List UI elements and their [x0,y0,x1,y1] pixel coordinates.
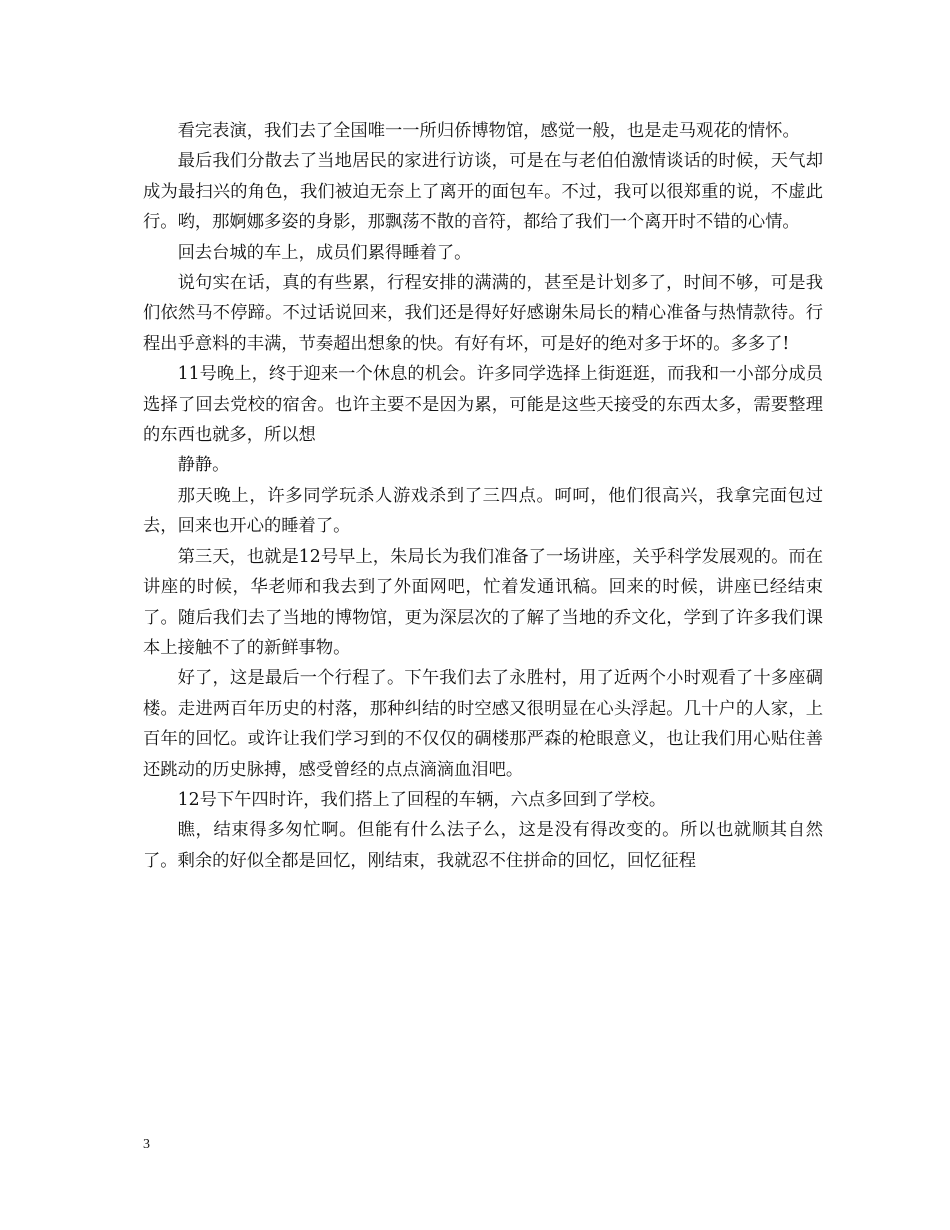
paragraph-11: 瞧，结束得多匆忙啊。但能有什么法子么，这是没有得改变的。所以也就顺其自然了。剩余的好似全都是回忆，刚结束，我就忍不住拼命的回忆，回忆征程 [143,820,823,871]
paragraph-9: 好了，这是最后一个行程了。下午我们去了永胜村，用了近两个小时观看了十多座碉楼。走进两百年历史的村落，那种纠结的时空感又很明显在心头浮起。几十户的人家，上百年的回忆。或许让我们学习到的不仅仅的碉楼那严森的枪眼意义，也让我们用心贴住善还跳动的历史脉搏，感受曾经的点点滴滴血泪吧。 [143,668,823,780]
paragraph-7: 那天晚上，许多同学玩杀人游戏杀到了三四点。呵呵，他们很高兴，我拿完面包过去，回来也开心的睡着了。 [143,485,823,537]
paragraph-1: 看完表演，我们去了全国唯一一所归侨博物馆，感觉一般，也是走马观花的情怀。 [177,121,800,141]
paragraph-4: 说句实在话，真的有些累，行程安排的满满的，甚至是计划多了，时间不够，可是我们依然马不停蹄。不过话说回来，我们还是得好好感谢朱局长的精心准备与热情款待。行程出乎意料的丰满，节奏超出想象的快。有好有坏，可是好的绝对多于坏的。多多了! [143,273,823,354]
page-number: 3 [143,1137,150,1152]
document-body [143,116,823,876]
paragraph-2: 最后我们分散去了当地居民的家进行访谈，可是在与老伯伯激情谈话的时候，天气却成为最扫兴的角色，我们被迫无奈上了离开的面包车。不过，我可以很郑重的说，不虚此行。哟，那婀娜多姿的身影，那飘荡不散的音符，都给了我们一个离开时不错的心情。 [143,151,823,233]
paragraph-8: 第三天，也就是12号早上，朱局长为我们准备了一场讲座，关乎科学发展观的。而在讲座的时候，华老师和我去到了外面网吧，忙着发通讯稿。回来的时候，讲座已经结束了。随后我们去了当地的博物馆，更为深层次的了解了当地的乔文化，学到了许多我们课本上接触不了的新鲜事物。 [143,546,823,658]
paragraph-6: 静静。 [177,455,230,476]
paragraph-3: 回去台城的车上，成员们累得睡着了。 [177,242,472,263]
paragraph-10: 12号下午四时许，我们搭上了回程的车辆，六点多回到了学校。 [177,789,667,810]
paragraph-5: 11号晚上，终于迎来一个休息的机会。许多同学选择上街逛逛，而我和一小部分成员选择了回去党校的宿舍。也许主要不是因为累，可能是这些天接受的东西太多，需要整理的东西也就多，所以想 [143,364,823,446]
